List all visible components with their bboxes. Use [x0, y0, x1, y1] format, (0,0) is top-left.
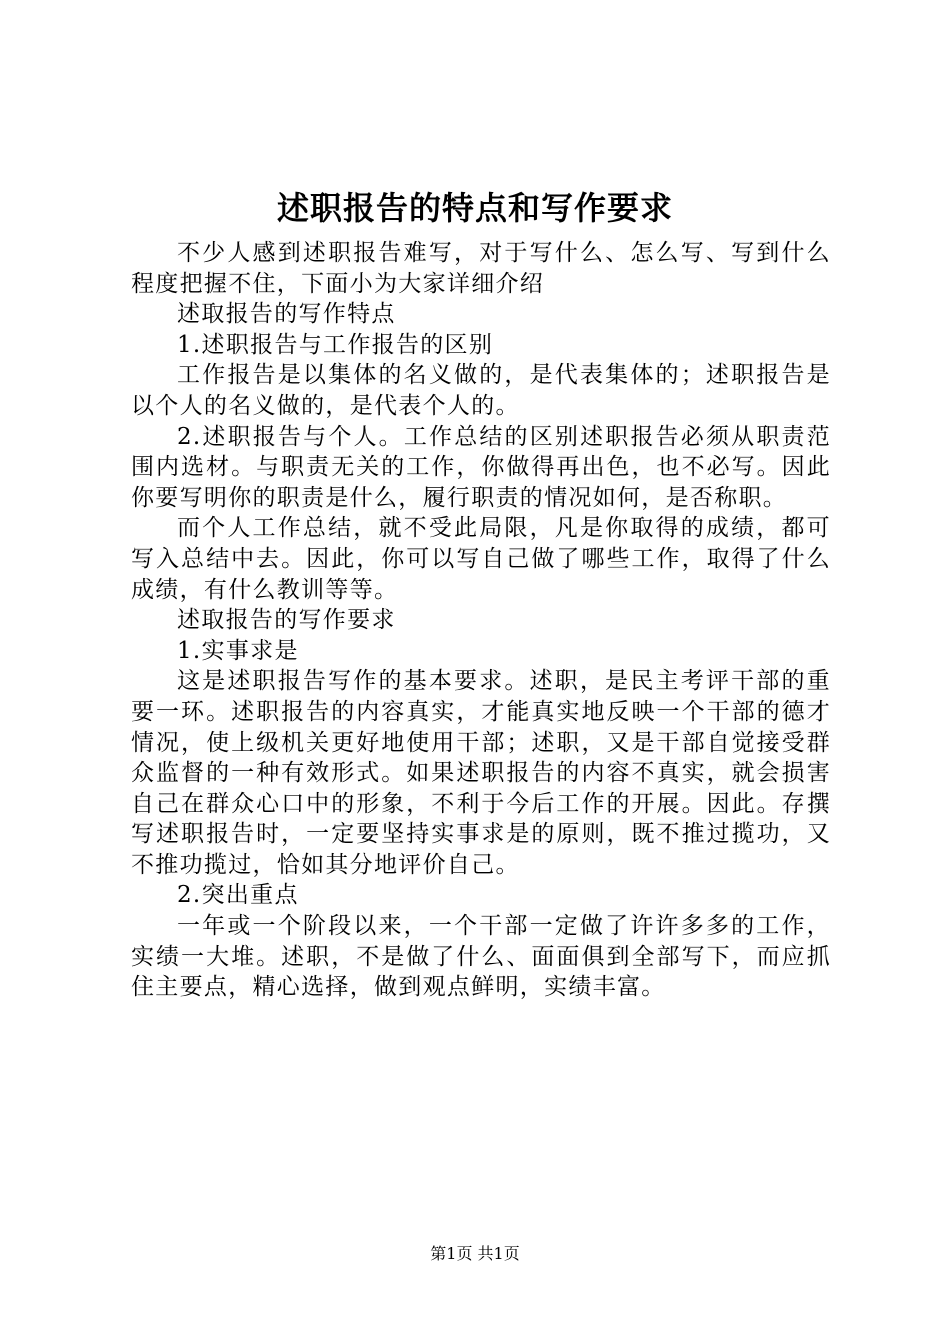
paragraph-truthful: 这是述职报告写作的基本要求。述职，是民主考评干部的重要一环。述职报告的内容真实，才能真实地反映一个干部的德才情况，使上级机关更好地使用干部；述职，又是干部自觉接受群众监督的一种有效形式。如果述职报告的内容不真实，就会损害自己在群众心口中的形象，不利于今后工作的开展。因此。存撰写述职报告时，一定要坚持实事求是的原则，既不推过揽功，又不推功揽过，恰如其分地评价自己。 [131, 668, 831, 878]
page-footer: 第1页 共1页 [430, 1244, 520, 1263]
paragraph-difference-summary: 2.述职报告与个人。工作总结的区别述职报告必须从职责范围内选材。与职责无关的工作，你做得再出色，也不必写。因此你要写明你的职责是什么，履行职责的情况如何，是否称职。 [131, 423, 831, 511]
section-heading-requirements: 述取报告的写作要求 [177, 607, 396, 634]
paragraph-intro: 不少人感到述职报告难写，对于写什么、怎么写、写到什么程度把握不住，下面小为大家详细介绍 [131, 240, 831, 297]
subheading-difference-work-report: 1.述职报告与工作报告的区别 [177, 331, 494, 358]
paragraph-focus: 一年或一个阶段以来，一个干部一定做了许许多多的工作，实绩一大堆。述职，不是做了什么、面面俱到全部写下，而应抓住主要点，精心选择，做到观点鲜明，实绩丰富。 [131, 913, 831, 1001]
paragraph-personal-summary: 而个人工作总结，就不受此局限，凡是你取得的成绩，都可写入总结中去。因此，你可以写自己做了哪些工作，取得了什么成绩，有什么教训等等。 [131, 515, 831, 603]
subheading-focus: 2.突出重点 [177, 882, 299, 909]
document-title: 述职报告的特点和写作要求 [276, 189, 673, 227]
paragraph-work-report: 工作报告是以集体的名义做的，是代表集体的；述职报告是以个人的名义做的，是代表个人的。 [131, 362, 831, 419]
document-body [131, 238, 831, 1003]
section-heading-features: 述取报告的写作特点 [177, 301, 396, 328]
subheading-truthful: 1.实事求是 [177, 637, 299, 664]
